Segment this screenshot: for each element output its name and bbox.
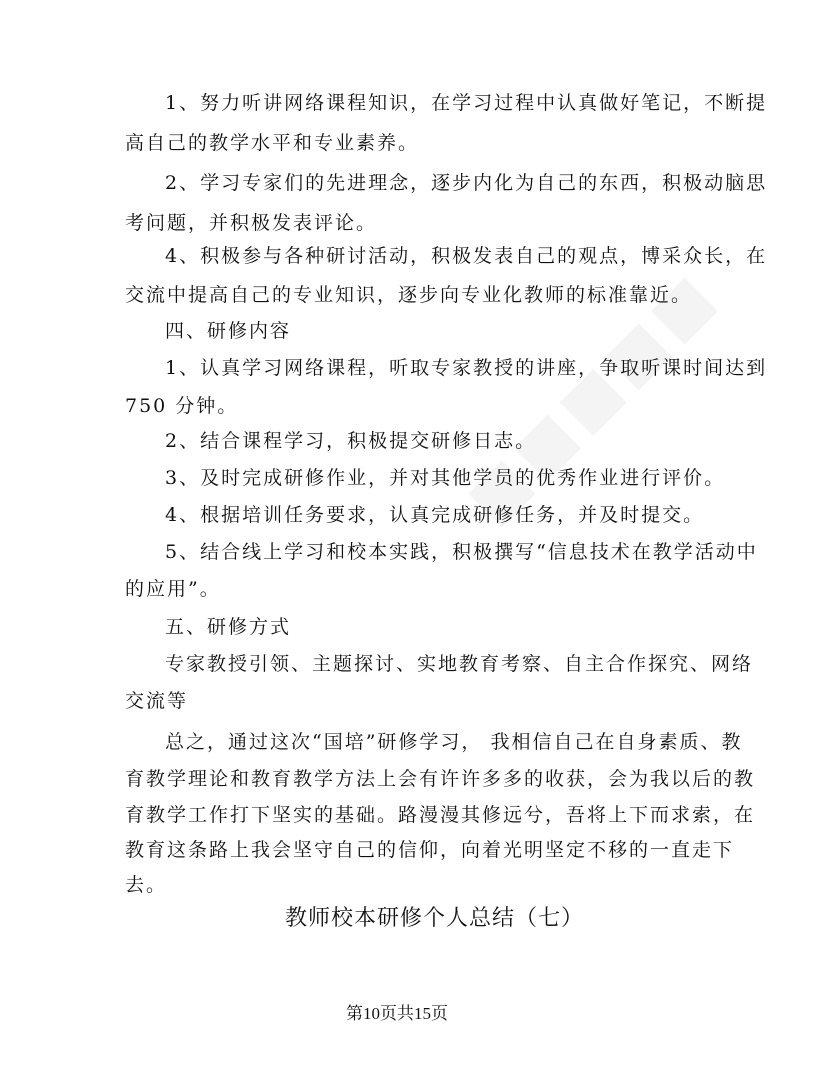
section-heading: 五、研修方式 <box>165 616 292 638</box>
body-line: 高自己的教学水平和专业素养。 <box>125 132 420 154</box>
body-line: 2、学习专家们的先进理念，逐步内化为自己的东西，积极动脑思 <box>165 172 768 194</box>
body-line: 3、及时完成研修作业，并对其他学员的优秀作业进行评价。 <box>165 467 726 489</box>
body-line: 750 分钟。 <box>125 395 239 417</box>
body-line: 4、积极参与各种研讨活动，积极发表自己的观点，博采众长，在 <box>165 245 768 267</box>
body-line: 5、结合线上学习和校本实践，积极撰写“信息技术在教学活动中 <box>165 541 758 563</box>
body-line: 交流中提高自己的专业知识，逐步向专业化教师的标准靠近。 <box>125 284 693 306</box>
body-line: 考问题，并积极发表评论。 <box>125 212 378 234</box>
body-line: 4、根据培训任务要求，认真完成研修任务，并及时提交。 <box>165 504 705 526</box>
body-line: 育教学工作打下坚实的基础。路漫漫其修远兮，吾将上下而求索，在 <box>125 804 756 826</box>
body-line: 教育这条路上我会坚守自己的信仰，向着光明坚定不移的一直走下 <box>125 839 735 861</box>
page-footer: 第10页共15页 <box>346 1004 448 1023</box>
body-line: 1、认真学习网络课程，听取专家教授的讲座，争取听课时间达到 <box>165 357 768 379</box>
body-line: 总之，通过这次“国培”研修学习， 我相信自己在自身素质、教 <box>165 731 743 753</box>
body-line: 交流等 <box>125 690 189 712</box>
section-heading: 四、研修内容 <box>165 320 292 342</box>
page-title: 教师校本研修个人总结（七） <box>285 906 585 931</box>
body-line: 育教学理论和教育教学方法上会有许许多多的收获，会为我以后的教 <box>125 768 756 790</box>
body-line: 2、结合课程学习，积极提交研修日志。 <box>165 430 537 452</box>
body-line: 的应用”。 <box>125 578 221 600</box>
body-line: 去。 <box>125 874 168 896</box>
body-line: 1、努力听讲网络课程知识，在学习过程中认真做好笔记，不断提 <box>165 92 768 114</box>
body-line: 专家教授引领、主题探讨、实地教育考察、自主合作探究、网络 <box>165 653 754 675</box>
